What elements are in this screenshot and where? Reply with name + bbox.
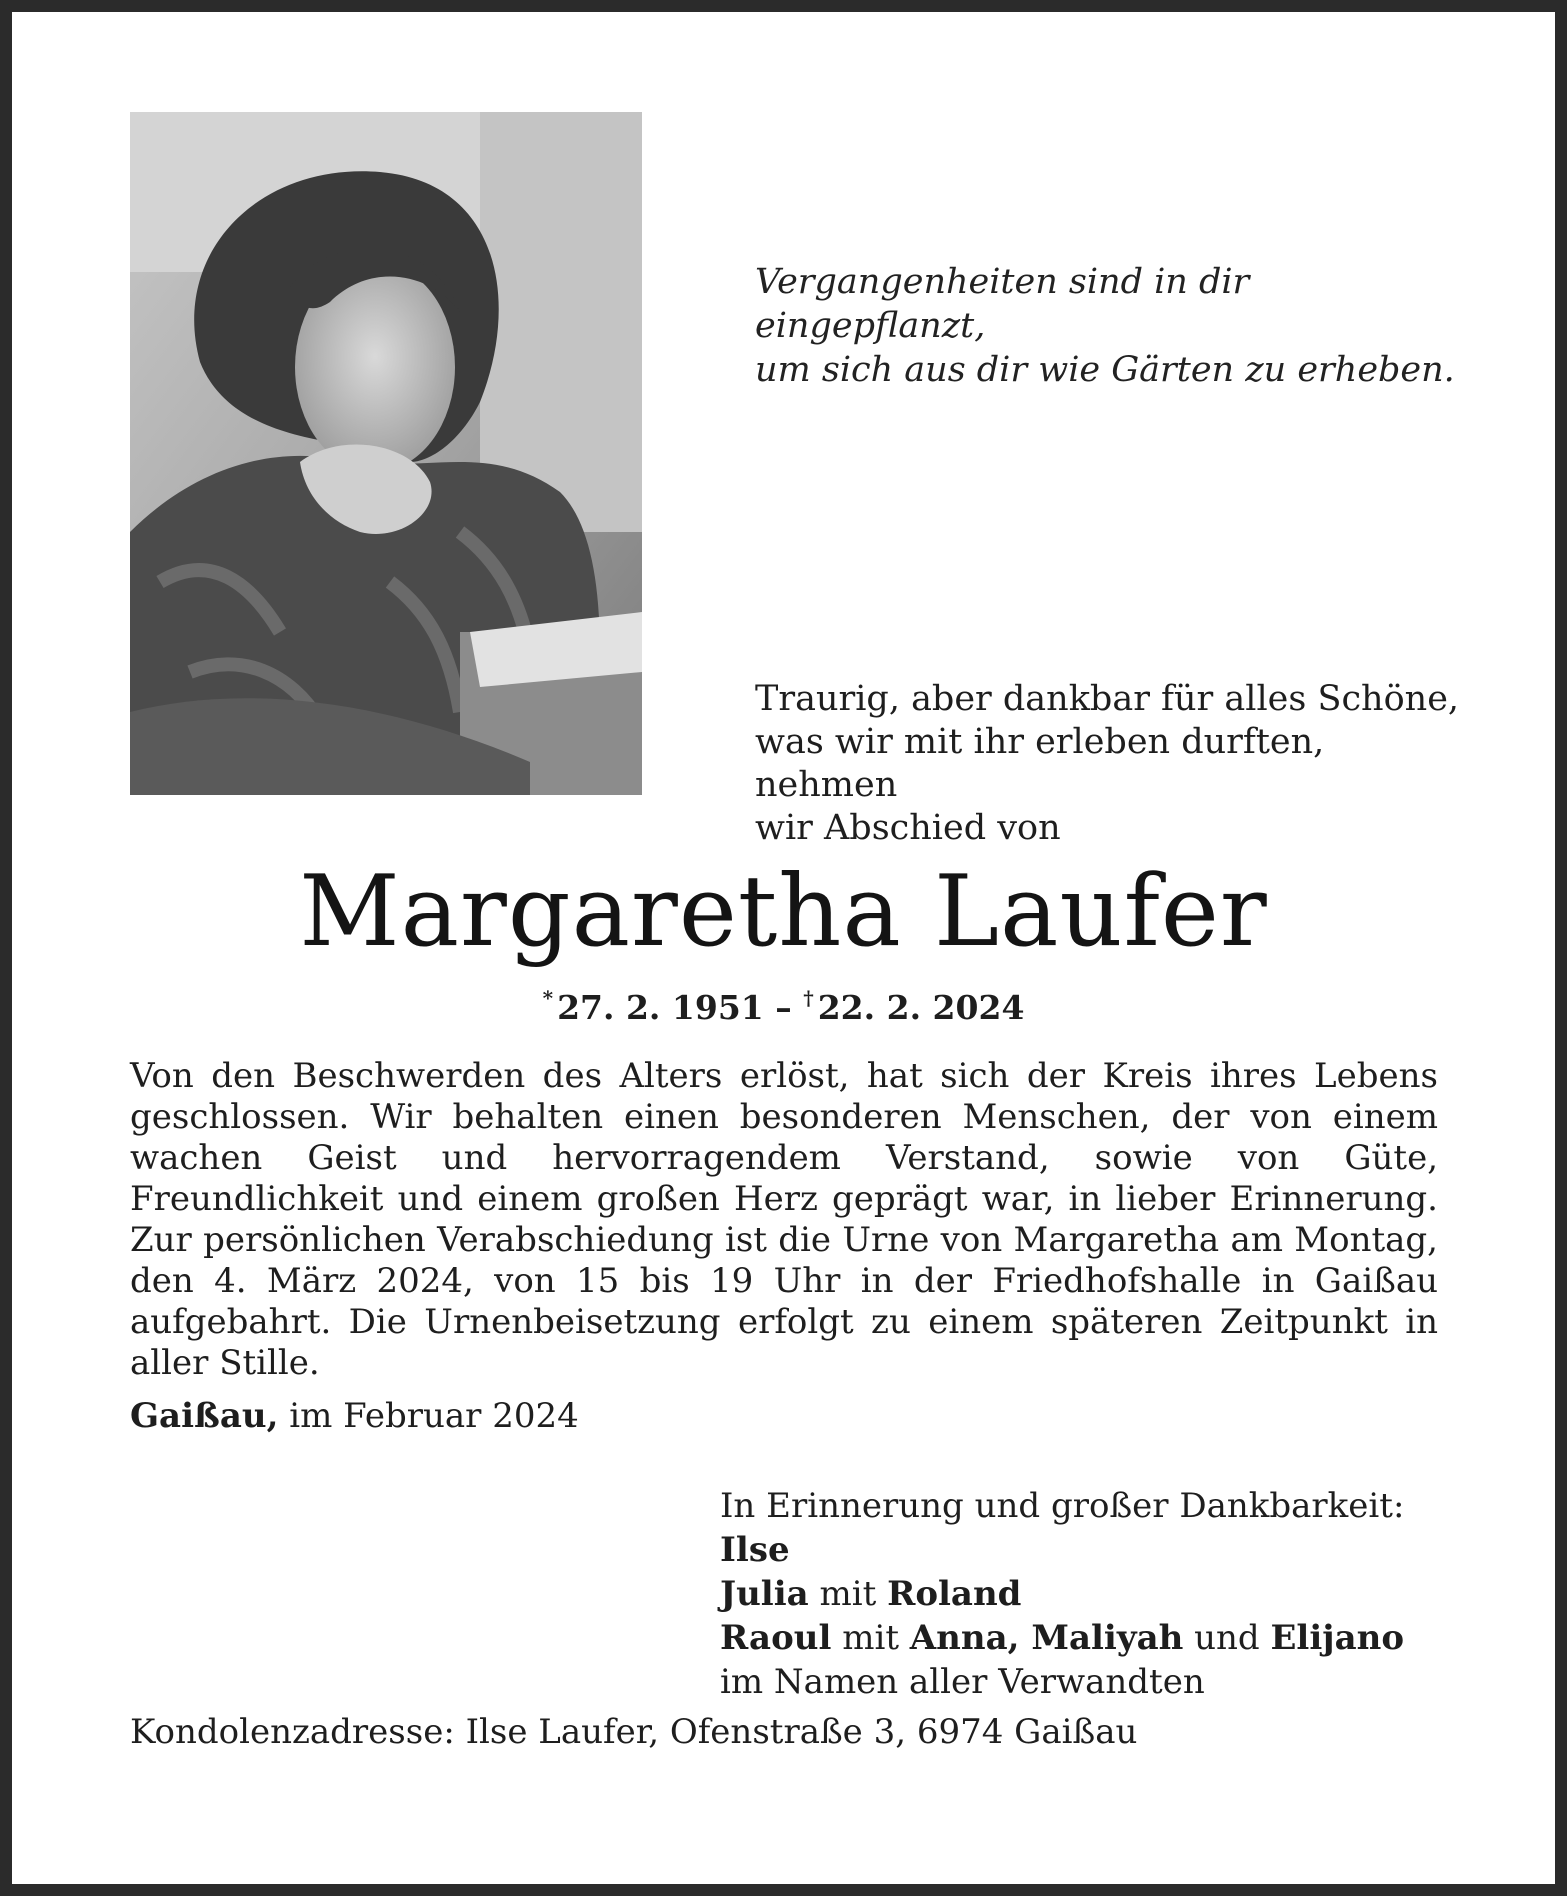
mourner-name: Anna, Maliyah: [909, 1618, 1184, 1658]
portrait-photo: [130, 112, 642, 795]
obituary-body: Von den Beschwerden des Alters erlöst, hat sich der Kreis ihres Lebens geschlossen. Wir behalten einen besonderen Menschen, der von einem wachen Geist und hervorragendem Verstand, sowie von Güte, Freundlichkeit und einem großen Herz geprägt war, in lieber Erinnerung. Zur persönlichen Verabschiedung ist die Urne von Margaretha am Montag, den 4. März 2024, von 15 bis 19 Uhr in der Friedhofshalle in Gaißau aufgebahrt. Die Urnenbeisetzung erfolgt zu einem späteren Zeitpunkt in aller Stille.: [130, 1056, 1438, 1383]
birth-date: 27. 2. 1951: [557, 988, 764, 1027]
mourner-line: [720, 1616, 1460, 1660]
date-separator: –: [775, 988, 792, 1027]
mourner-name: Roland: [887, 1574, 1022, 1614]
quote-line: Vergangenheiten sind in dir eingepflanzt,: [755, 262, 1250, 346]
mourner-name: Julia: [720, 1574, 809, 1614]
connector-word: und: [1194, 1618, 1260, 1658]
deceased-name: Margaretha Laufer: [299, 855, 1268, 969]
life-dates: [0, 978, 1567, 1028]
birth-symbol: *: [542, 986, 554, 1010]
mourners-heading: In Erinnerung und großer Dankbarkeit:: [720, 1486, 1405, 1526]
condolence-address: Kondolenzadresse: Ilse Laufer, Ofenstraße 3, 6974 Gaißau: [130, 1712, 1138, 1752]
death-date: 22. 2. 2024: [817, 988, 1025, 1027]
connector-word: mit: [819, 1574, 877, 1614]
mourner-line: [720, 1572, 1460, 1616]
place-date: im Februar 2024: [289, 1396, 579, 1436]
intro-line: was wir mit ihr erleben durften, nehmen: [755, 722, 1325, 805]
connector-word: mit: [842, 1618, 899, 1658]
place-name: Gaißau,: [130, 1396, 279, 1436]
place-date-line: [130, 1396, 579, 1436]
mourners-block: [720, 1484, 1460, 1704]
quote-line: um sich aus dir wie Gärten zu erheben.: [755, 350, 1455, 390]
death-symbol: †: [803, 986, 814, 1010]
memorial-quote: [755, 260, 1475, 392]
mourner-name: Elijano: [1270, 1618, 1404, 1658]
portrait-image: [130, 112, 642, 795]
intro-text: [755, 678, 1475, 850]
mourner-name: Raoul: [720, 1618, 832, 1658]
intro-line: wir Abschied von: [755, 808, 1061, 848]
mourner-line: [720, 1528, 1460, 1572]
mourner-name: Ilse: [720, 1530, 790, 1570]
intro-line: Traurig, aber dankbar für alles Schöne,: [755, 679, 1460, 719]
mourners-closing: im Namen aller Verwandten: [720, 1662, 1205, 1702]
